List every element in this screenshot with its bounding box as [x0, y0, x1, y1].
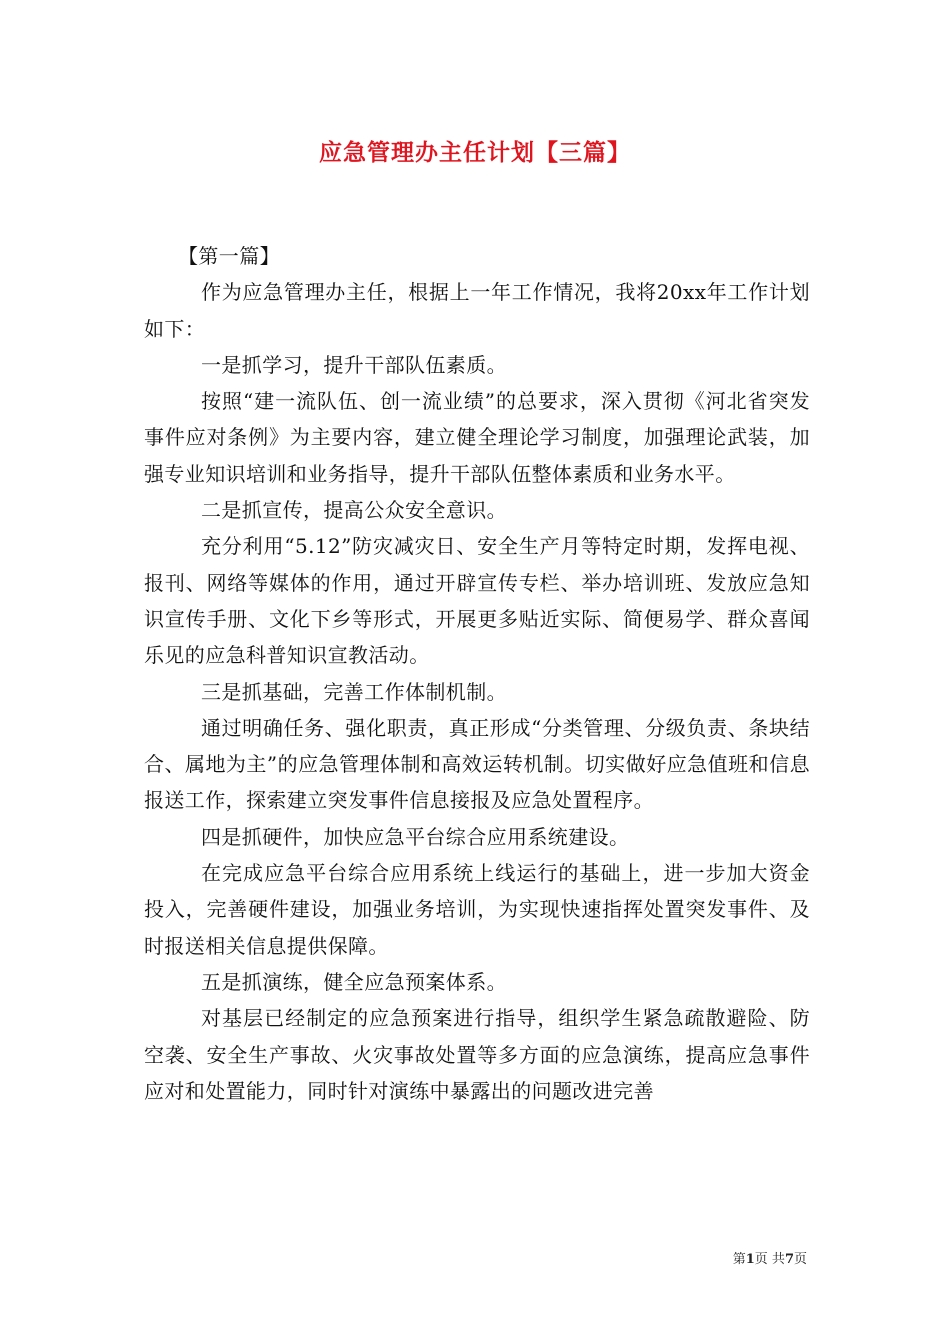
- heading-hardware: 四是抓硬件，加快应急平台综合应用系统建设。: [201, 824, 630, 849]
- heading-foundation: 三是抓基础，完善工作体制机制。: [201, 679, 507, 704]
- paragraph-drills: 对基层已经制定的应急预案进行指导，组织学生紧急疏散避险、防空袭、安全生产事故、火灾事故处置等多方面的应急演练，提高应急事件应对和处置能力，同时针对演练中暴露出的问题改进完善: [144, 1006, 810, 1103]
- paragraph-publicity: 充分利用“5.12”防灾减灾日、安全生产月等特定时期，发挥电视、报刊、网络等媒体的作用，通过开辟宣传专栏、举办培训班、发放应急知识宣传手册、文化下乡等形式，开展更多贴近实际、简便易学、群众喜闻乐见的应急科普知识宣教活动。: [144, 534, 810, 668]
- heading-publicity: 二是抓宣传，提高公众安全意识。: [201, 498, 507, 523]
- footer-total-pages: 7: [784, 1252, 794, 1267]
- section-label: 【第一篇】: [178, 244, 280, 268]
- footer-suffix: 页: [793, 1252, 807, 1267]
- document-body: [144, 238, 810, 1109]
- paragraph-intro: 作为应急管理办主任，根据上一年工作情况，我将20xx年工作计划如下：: [144, 280, 810, 341]
- footer-prefix: 第: [732, 1252, 746, 1267]
- paragraph-study: 按照“建一流队伍、创一流业绩”的总要求，深入贯彻《河北省突发事件应对条例》为主要内容，建立健全理论学习制度，加强理论武装，加强专业知识培训和业务指导，提升干部队伍整体素质和业务水平。: [144, 389, 810, 486]
- heading-drills: 五是抓演练，健全应急预案体系。: [201, 969, 507, 994]
- page-number-footer: [733, 1248, 807, 1267]
- footer-middle: 页 共: [754, 1252, 785, 1267]
- paragraph-foundation: 通过明确任务、强化职责，真正形成“分类管理、分级负责、条块结合、属地为主”的应急管理体制和高效运转机制。切实做好应急值班和信息报送工作，探索建立突发事件信息接报及应急处置程序。: [144, 715, 810, 813]
- footer-current-page: 1: [745, 1252, 755, 1267]
- heading-study: 一是抓学习，提升干部队伍素质。: [201, 352, 507, 377]
- paragraph-hardware: 在完成应急平台综合应用系统上线运行的基础上，进一步加大资金投入，完善硬件建设，加强业务培训，为实现快速指挥处置突发事件、及时报送相关信息提供保障。: [144, 861, 810, 958]
- document-title: 应急管理办主任计划【三篇】: [319, 139, 631, 166]
